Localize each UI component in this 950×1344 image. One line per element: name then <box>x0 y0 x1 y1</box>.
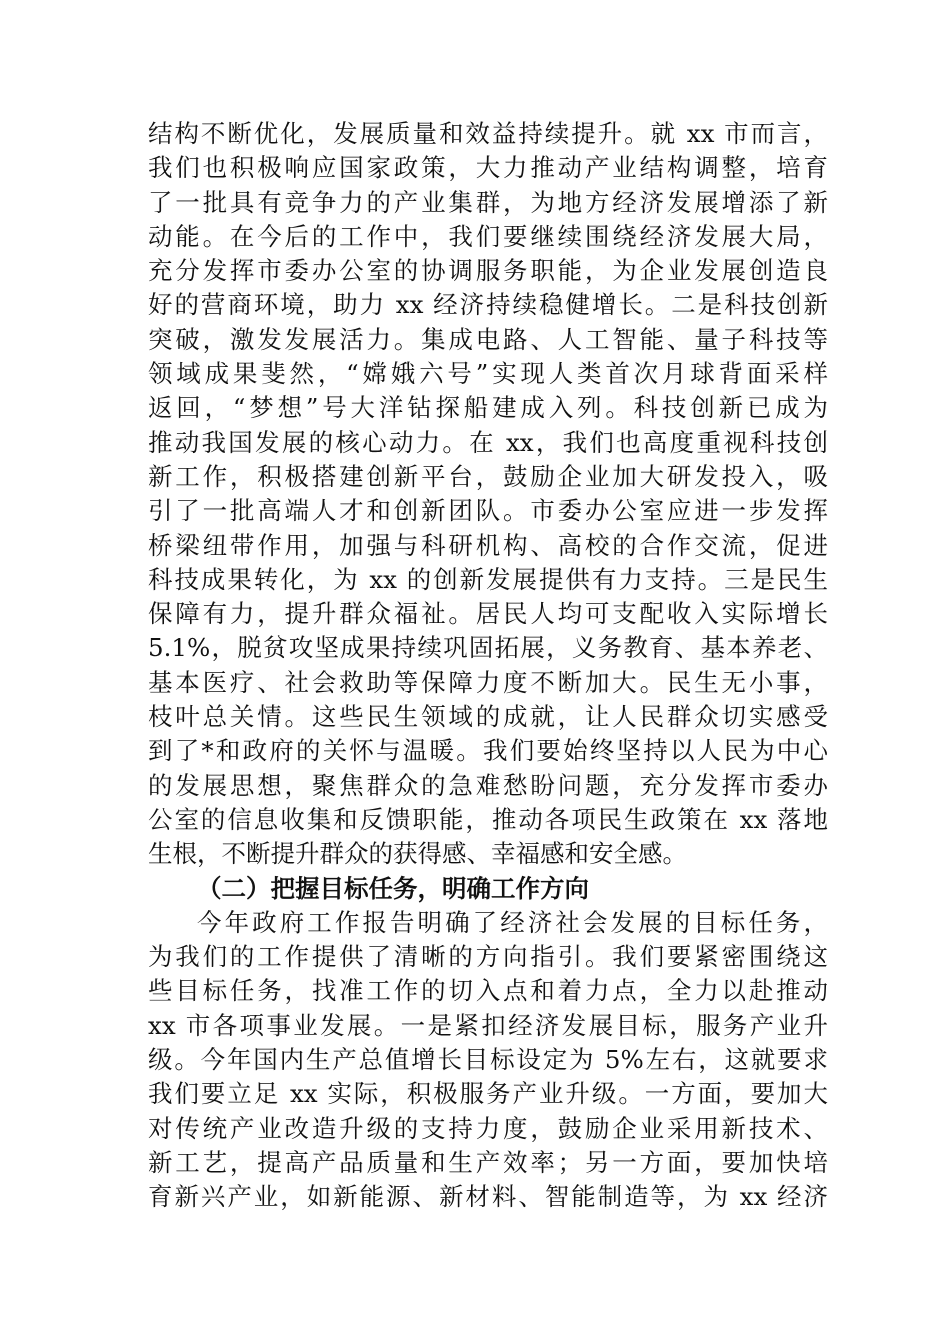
text-line: 动能。在今后的工作中，我们要继续围绕经济发展大局， <box>148 221 828 251</box>
text-line: 了一批具有竞争力的产业集群，为地方经济发展增添了新 <box>148 187 828 217</box>
text-line: 桥梁纽带作用，加强与科研机构、高校的合作交流，促进 <box>148 530 828 560</box>
section-heading: （二）把握目标任务，明确工作方向 <box>197 873 589 903</box>
text-line: 我们要立足 xx 实际，积极服务产业升级。一方面，要加大 <box>148 1079 828 1109</box>
text-line: 好的营商环境，助力 xx 经济持续稳健增长。二是科技创新 <box>148 290 828 320</box>
text-line: 到了*和政府的关怀与温暖。我们要始终坚持以人民为中心 <box>148 736 828 766</box>
text-line: 我们也积极响应国家政策，大力推动产业结构调整，培育 <box>148 153 828 183</box>
text-line: 基本医疗、社会救助等保障力度不断加大。民生无小事， <box>148 667 828 697</box>
text-line: 返回，“梦想”号大洋钻探船建成入列。科技创新已成为 <box>148 393 828 423</box>
text-line: 5.1%，脱贫攻坚成果持续巩固拓展，义务教育、基本养老、 <box>148 633 828 663</box>
text-line: 突破，激发发展活力。集成电路、人工智能、量子科技等 <box>148 324 828 354</box>
text-line: 充分发挥市委办公室的协调服务职能，为企业发展创造良 <box>148 256 828 286</box>
text-line: 新工作，积极搭建创新平台，鼓励企业加大研发投入，吸 <box>148 461 828 491</box>
text-line: 保障有力，提升群众福祉。居民人均可支配收入实际增长 <box>148 599 828 629</box>
text-line: 的发展思想，聚焦群众的急难愁盼问题，充分发挥市委办 <box>148 770 828 800</box>
text-line: 为我们的工作提供了清晰的方向指引。我们要紧密围绕这 <box>148 942 828 972</box>
text-line: 领域成果斐然，“嫦娥六号”实现人类首次月球背面采样 <box>148 359 828 389</box>
text-line: 枝叶总关情。这些民生领域的成就，让人民群众切实感受 <box>148 702 828 732</box>
text-line: 公室的信息收集和反馈职能，推动各项民生政策在 xx 落地 <box>148 804 828 834</box>
text-line: 引了一批高端人才和创新团队。市委办公室应进一步发挥 <box>148 496 828 526</box>
text-line: 生根，不断提升群众的获得感、幸福感和安全感。 <box>148 839 687 869</box>
text-line: 推动我国发展的核心动力。在 xx，我们也高度重视科技创 <box>148 427 828 457</box>
paragraph-1 <box>148 117 828 872</box>
text-line: 级。今年国内生产总值增长目标设定为 5%左右，这就要求 <box>148 1045 828 1075</box>
text-line: 科技成果转化，为 xx 的创新发展提供有力支持。三是民生 <box>148 564 828 594</box>
text-line: 育新兴产业，如新能源、新材料、智能制造等，为 xx 经济 <box>148 1182 828 1212</box>
text-line: 对传统产业改造升级的支持力度，鼓励企业采用新技术、 <box>148 1113 828 1143</box>
text-line: 今年政府工作报告明确了经济社会发展的目标任务， <box>197 907 828 937</box>
document-body <box>148 117 828 1215</box>
text-line: xx 市各项事业发展。一是紧扣经济发展目标，服务产业升 <box>148 1010 828 1040</box>
text-line: 结构不断优化，发展质量和效益持续提升。就 xx 市而言， <box>148 119 828 148</box>
text-line: 些目标任务，找准工作的切入点和着力点，全力以赴推动 <box>148 976 828 1006</box>
paragraph-2 <box>148 906 828 1215</box>
text-line: 新工艺，提高产品质量和生产效率；另一方面，要加快培 <box>148 1147 828 1177</box>
